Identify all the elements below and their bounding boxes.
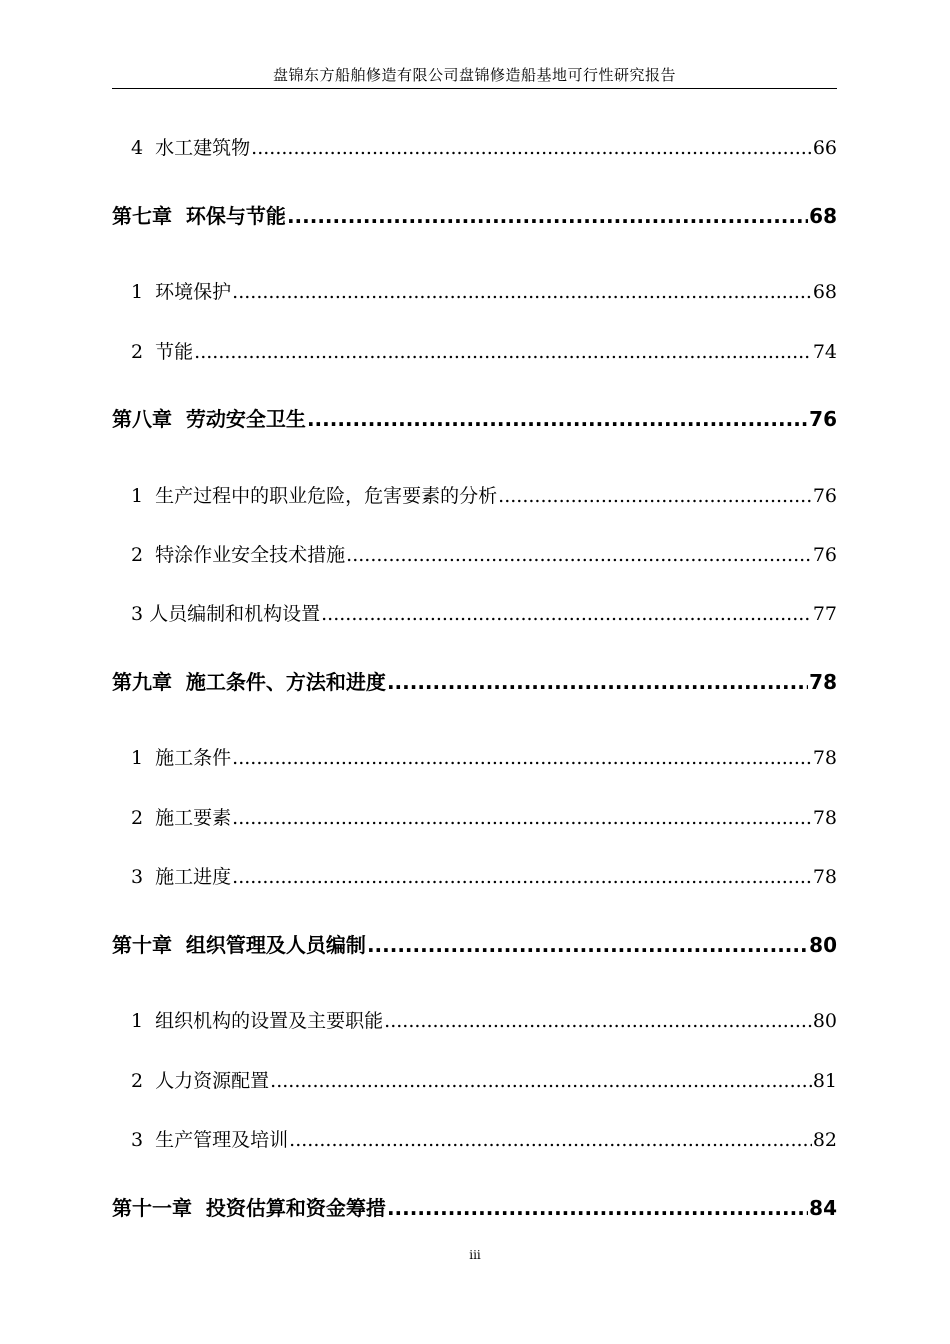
toc-page-number: 84 [809,1196,837,1220]
toc-entry[interactable] [112,738,837,768]
header-divider [112,88,837,89]
dot-leader [289,1131,812,1150]
toc-entry-title: 4 水工建筑物 [131,137,251,159]
toc-chapter-title: 第七章 环保与节能 [112,204,286,228]
toc-page-number: 68 [809,204,837,228]
toc-page-number: 80 [809,933,837,957]
toc-entry-title: 1 施工条件 [131,747,232,769]
toc-chapter-title: 第十章 组织管理及人员编制 [112,933,366,957]
toc-entry-title: 1 组织机构的设置及主要职能 [131,1010,384,1032]
dot-leader [232,868,812,887]
toc-chapter[interactable] [112,662,837,692]
dot-leader [232,809,812,828]
running-header: 盘锦东方船舶修造有限公司盘锦修造船基地可行性研究报告 [272,66,676,84]
toc-entry-title: 3 生产管理及培训 [131,1129,289,1151]
toc-entry[interactable] [112,476,837,506]
toc-entry-title: 3 施工进度 [131,866,232,888]
toc-page-number: 78 [812,807,837,829]
toc-entry-title: 2 特涂作业安全技术措施 [131,544,346,566]
toc-entry[interactable] [112,1061,837,1091]
toc-entry[interactable] [112,128,837,158]
toc-page-number: 80 [812,1010,837,1032]
toc-entry[interactable] [112,594,837,624]
toc-page-number: 76 [812,544,837,566]
toc-page-number: 78 [809,670,837,694]
toc-page-number: 77 [812,603,837,625]
toc-entry[interactable] [112,1001,837,1031]
toc-page-number: 74 [812,341,837,363]
dot-leader [384,1012,812,1031]
toc-page-number: 81 [812,1070,837,1092]
toc-entry-title: 1 环境保护 [131,281,232,303]
dot-leader [387,1198,808,1218]
toc-entry-title: 2 施工要素 [131,807,232,829]
dot-leader [367,935,808,955]
dot-leader [251,139,812,158]
toc-chapter[interactable] [112,399,837,429]
dot-leader [270,1072,812,1091]
dot-leader [194,343,812,362]
dot-leader [498,487,812,506]
toc-chapter-title: 第八章 劳动安全卫生 [112,407,306,431]
toc-chapter-title: 第十一章 投资估算和资金筹措 [112,1196,386,1220]
toc-page-number: 82 [812,1129,837,1151]
toc-entry[interactable] [112,1120,837,1150]
toc-entry[interactable] [112,272,837,302]
toc-page-number: 68 [812,281,837,303]
dot-leader [287,206,808,226]
toc-chapter-title: 第九章 施工条件、方法和进度 [112,670,386,694]
dot-leader [346,546,812,565]
toc-page-number: 76 [809,407,837,431]
toc-entry[interactable] [112,857,837,887]
toc-entry-title: 1 生产过程中的职业危险，危害要素的分析 [131,485,498,507]
toc-chapter[interactable] [112,196,837,226]
page-footer-number: iii [469,1248,481,1262]
toc-page-number: 78 [812,747,837,769]
toc-chapter[interactable] [112,925,837,955]
toc-entry[interactable] [112,332,837,362]
toc-entry-title: 2 人力资源配置 [131,1070,270,1092]
dot-leader [307,409,808,429]
toc-entry-title: 2 节能 [131,341,194,363]
dot-leader [232,283,812,302]
toc-entry[interactable] [112,535,837,565]
toc-page-number: 78 [812,866,837,888]
toc-chapter[interactable] [112,1188,837,1218]
toc-page-number: 66 [812,137,837,159]
dot-leader [232,749,812,768]
toc-entry[interactable] [112,798,837,828]
toc-entry-title: 3 人员编制和机构设置 [131,603,321,625]
dot-leader [321,605,812,624]
toc-page-number: 76 [812,485,837,507]
dot-leader [387,672,808,692]
